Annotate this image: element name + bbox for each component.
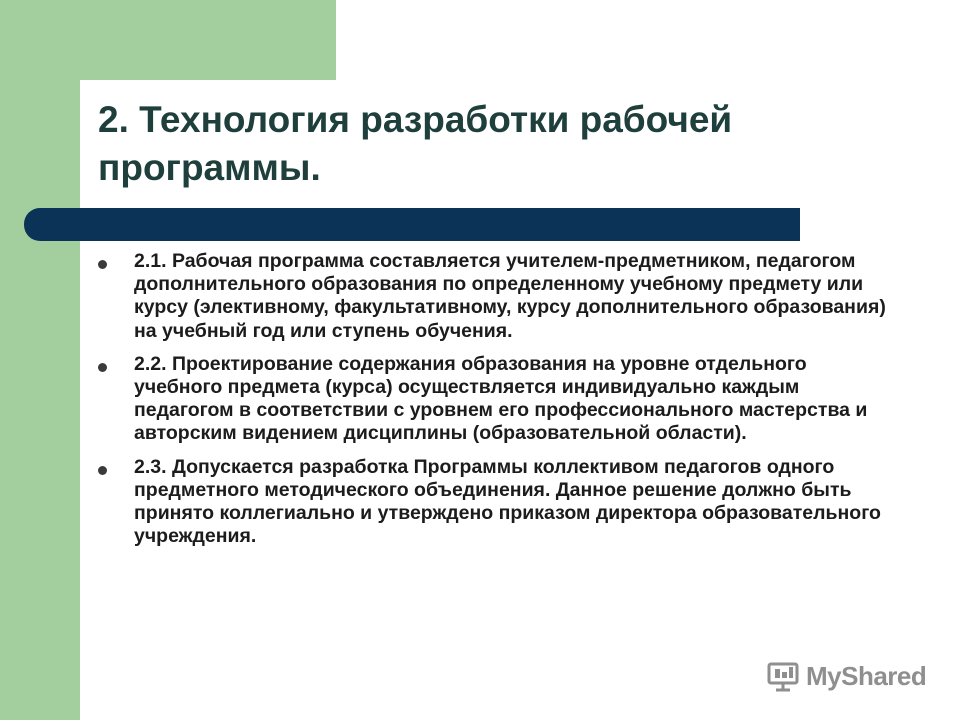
slide-title: 2. Технология разработки рабочей программы. (98, 99, 733, 188)
bullet-text: 2.2. Проектирование содержания образования на уровне отдельного учебного предмета (курса) осуществляется индивидуально каждым педагогом в соответствии с уровнем его профессионального мастерства и авторским видением дисциплины (образовательной области). (134, 352, 868, 445)
green-top-decoration (0, 0, 336, 80)
bullet-icon (98, 260, 107, 269)
bullet-text: 2.1. Рабочая программа составляется учителем-предметником, педагогом дополнительного образования по определенному учебному предмету или курсу (элективному, факультативному, курсу дополнительного образования) на учебный год или ступень обучения. (134, 250, 886, 342)
watermark-text: MyShared (806, 660, 927, 691)
bullet-icon (98, 363, 107, 372)
watermark (766, 656, 926, 696)
bullet-list (98, 250, 898, 558)
green-sidebar-decoration (0, 0, 80, 720)
presentation-screen-icon (766, 659, 800, 693)
list-item (98, 353, 898, 446)
title-underline-bar (24, 208, 800, 241)
list-item (98, 456, 898, 549)
bullet-icon (98, 466, 107, 475)
bullet-text: 2.3. Допускается разработка Программы коллективом педагогов одного предметного методического объединения. Данное решение должно быть принято коллегиально и утверждено приказом директора образовательного учреждения. (134, 455, 881, 548)
list-item (98, 250, 898, 343)
